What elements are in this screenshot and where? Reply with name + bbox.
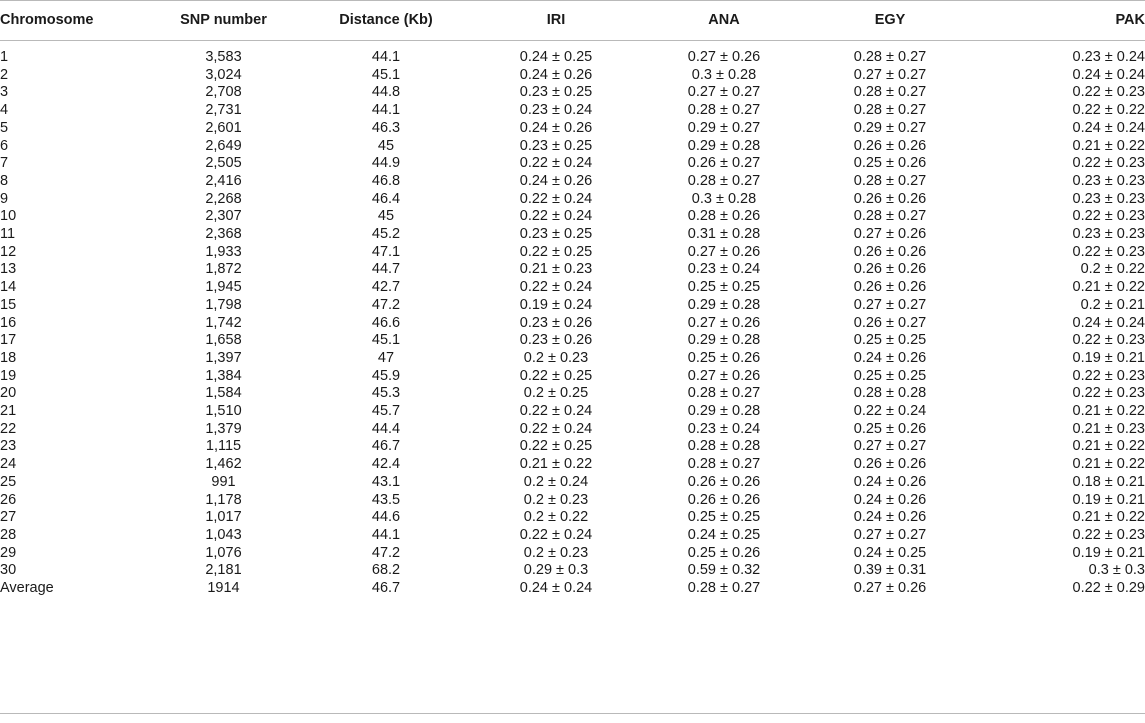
header-distance: Distance (Kb): [339, 12, 433, 28]
cell-pak: 0.21 ± 0.22: [1072, 137, 1145, 154]
cell-ana: 0.27 ± 0.26: [687, 243, 761, 260]
cell-snp-number: 991: [211, 473, 236, 490]
cell-chromosome: 7: [0, 155, 9, 172]
cell-ana: 0.27 ± 0.27: [687, 84, 761, 101]
cell-iri: 0.23 ± 0.26: [519, 332, 593, 349]
cell-pak: 0.23 ± 0.24: [1072, 49, 1145, 65]
cell-distance: 44.1: [371, 49, 401, 65]
cell-pak: 0.22 ± 0.23: [1072, 208, 1145, 225]
cell-pak: 0.22 ± 0.29: [1072, 580, 1145, 597]
cell-snp-number: 3,024: [205, 66, 242, 83]
cell-pak: 0.24 ± 0.24: [1072, 314, 1145, 331]
cell-distance: 47.1: [371, 243, 401, 260]
cell-snp-number: 1,384: [205, 367, 242, 384]
cell-iri: 0.23 ± 0.25: [519, 137, 593, 154]
cell-chromosome: 28: [0, 526, 17, 543]
table-row: [0, 84, 1145, 102]
cell-pak: 0.19 ± 0.21: [1072, 491, 1145, 508]
cell-distance: 45.2: [371, 226, 401, 243]
table-row: [0, 527, 1145, 545]
table-row: [0, 155, 1145, 173]
cell-snp-number: 2,731: [205, 102, 242, 119]
cell-snp-number: 1,945: [205, 279, 242, 296]
cell-snp-number: 1,462: [205, 456, 242, 473]
cell-snp-number: 1,742: [205, 314, 242, 331]
cell-distance: 44.7: [371, 261, 401, 278]
cell-chromosome: 22: [0, 420, 17, 437]
cell-ana: 0.28 ± 0.27: [687, 385, 761, 402]
cell-chromosome: 25: [0, 473, 17, 490]
cell-snp-number: 2,307: [205, 208, 242, 225]
cell-iri: 0.21 ± 0.22: [519, 456, 593, 473]
cell-iri: 0.22 ± 0.25: [519, 438, 593, 455]
bottom-rule: [0, 713, 1145, 714]
cell-distance: 45.1: [371, 332, 401, 349]
header-iri: IRI: [546, 12, 566, 28]
cell-distance: 47.2: [371, 544, 401, 561]
cell-egy: 0.24 ± 0.26: [853, 509, 927, 526]
table-row: [0, 261, 1145, 279]
cell-pak: 0.22 ± 0.23: [1072, 155, 1145, 172]
cell-chromosome: 26: [0, 491, 17, 508]
cell-pak: 0.2 ± 0.22: [1080, 261, 1145, 278]
cell-ana: 0.31 ± 0.28: [687, 226, 761, 243]
cell-snp-number: 1,510: [205, 403, 242, 420]
cell-ana: 0.25 ± 0.25: [687, 279, 761, 296]
cell-ana: 0.28 ± 0.27: [687, 456, 761, 473]
cell-iri: 0.22 ± 0.24: [519, 403, 593, 420]
cell-chromosome: 21: [0, 403, 17, 420]
cell-chromosome: 13: [0, 261, 17, 278]
cell-chromosome: 8: [0, 172, 9, 189]
cell-ana: 0.27 ± 0.26: [687, 367, 761, 384]
header-chromosome: Chromosome: [0, 12, 94, 28]
cell-pak: 0.23 ± 0.23: [1072, 226, 1145, 243]
cell-egy: 0.27 ± 0.27: [853, 296, 927, 313]
cell-chromosome: 6: [0, 137, 9, 154]
cell-ana: 0.3 ± 0.28: [691, 190, 757, 207]
table-row: [0, 138, 1145, 156]
cell-egy: 0.26 ± 0.26: [853, 243, 927, 260]
cell-iri: 0.23 ± 0.26: [519, 314, 593, 331]
cell-ana: 0.26 ± 0.26: [687, 491, 761, 508]
cell-ana: 0.3 ± 0.28: [691, 66, 757, 83]
table-row: [0, 279, 1145, 297]
cell-iri: 0.22 ± 0.25: [519, 367, 593, 384]
cell-ana: 0.29 ± 0.28: [687, 403, 761, 420]
cell-distance: 45.9: [371, 367, 401, 384]
cell-distance: 47.2: [371, 296, 401, 313]
cell-chromosome: 1: [0, 49, 9, 65]
header-row: [0, 0, 1145, 40]
cell-distance: 44.4: [371, 420, 401, 437]
table-row: [0, 173, 1145, 191]
table-row: [0, 208, 1145, 226]
cell-egy: 0.28 ± 0.27: [853, 208, 927, 225]
table-body: [0, 40, 1145, 598]
cell-distance: 45.3: [371, 385, 401, 402]
average-row: [0, 580, 1145, 598]
table-row: [0, 226, 1145, 244]
cell-egy: 0.28 ± 0.27: [853, 102, 927, 119]
cell-snp-number: 1,076: [205, 544, 242, 561]
cell-pak: 0.21 ± 0.23: [1072, 420, 1145, 437]
cell-pak: 0.24 ± 0.24: [1072, 66, 1145, 83]
cell-ana: 0.28 ± 0.27: [687, 172, 761, 189]
cell-snp-number: 2,416: [205, 172, 242, 189]
cell-chromosome: 9: [0, 190, 9, 207]
header-snp-number: SNP number: [180, 12, 267, 28]
cell-snp-number: 2,708: [205, 84, 242, 101]
cell-chromosome: 5: [0, 119, 9, 136]
cell-distance: 68.2: [371, 562, 401, 579]
cell-ana: 0.25 ± 0.26: [687, 544, 761, 561]
cell-iri: 0.22 ± 0.24: [519, 420, 593, 437]
cell-ana: 0.27 ± 0.26: [687, 49, 761, 65]
cell-snp-number: 2,368: [205, 226, 242, 243]
cell-egy: 0.22 ± 0.24: [853, 403, 927, 420]
cell-egy: 0.27 ± 0.27: [853, 66, 927, 83]
cell-ana: 0.29 ± 0.28: [687, 296, 761, 313]
cell-egy: 0.27 ± 0.26: [853, 580, 927, 597]
cell-pak: 0.19 ± 0.21: [1072, 544, 1145, 561]
table-row: [0, 350, 1145, 368]
cell-iri: 0.21 ± 0.23: [519, 261, 593, 278]
cell-snp-number: 1,178: [205, 491, 242, 508]
cell-snp-number: 1,798: [205, 296, 242, 313]
cell-pak: 0.21 ± 0.22: [1072, 456, 1145, 473]
cell-snp-number: 1,933: [205, 243, 242, 260]
cell-ana: 0.59 ± 0.32: [687, 562, 761, 579]
cell-iri: 0.22 ± 0.25: [519, 243, 593, 260]
table-row: [0, 456, 1145, 474]
cell-ana: 0.29 ± 0.28: [687, 332, 761, 349]
cell-chromosome: 11: [0, 226, 16, 243]
cell-chromosome: 3: [0, 84, 9, 101]
table-row: [0, 315, 1145, 333]
cell-distance: 43.5: [371, 491, 401, 508]
cell-chromosome: 2: [0, 66, 9, 83]
cell-snp-number: 2,505: [205, 155, 242, 172]
cell-snp-number: 1,872: [205, 261, 242, 278]
cell-ana: 0.28 ± 0.27: [687, 580, 761, 597]
cell-egy: 0.27 ± 0.26: [853, 226, 927, 243]
cell-iri: 0.29 ± 0.3: [523, 562, 589, 579]
cell-iri: 0.24 ± 0.26: [519, 172, 593, 189]
cell-iri: 0.23 ± 0.25: [519, 226, 593, 243]
cell-egy: 0.26 ± 0.26: [853, 190, 927, 207]
cell-iri: 0.2 ± 0.23: [523, 491, 589, 508]
cell-iri: 0.19 ± 0.24: [519, 296, 593, 313]
cell-iri: 0.24 ± 0.26: [519, 119, 593, 136]
cell-egy: 0.26 ± 0.26: [853, 456, 927, 473]
table-row: [0, 332, 1145, 350]
cell-ana: 0.23 ± 0.24: [687, 261, 761, 278]
cell-distance: 43.1: [371, 473, 401, 490]
cell-iri: 0.22 ± 0.24: [519, 190, 593, 207]
cell-egy: 0.26 ± 0.27: [853, 314, 927, 331]
cell-iri: 0.22 ± 0.24: [519, 208, 593, 225]
cell-egy: 0.25 ± 0.25: [853, 332, 927, 349]
cell-chromosome: 15: [0, 296, 17, 313]
cell-iri: 0.23 ± 0.25: [519, 84, 593, 101]
table-row: [0, 40, 1145, 67]
cell-distance: 44.9: [371, 155, 401, 172]
cell-egy: 0.24 ± 0.25: [853, 544, 927, 561]
cell-distance: 46.4: [371, 190, 401, 207]
cell-ana: 0.26 ± 0.26: [687, 473, 761, 490]
cell-pak: 0.23 ± 0.23: [1072, 172, 1145, 189]
cell-pak: 0.24 ± 0.24: [1072, 119, 1145, 136]
table-header: [0, 0, 1145, 40]
cell-snp-number: 2,601: [205, 119, 242, 136]
table-row: [0, 244, 1145, 262]
cell-chromosome: 23: [0, 438, 17, 455]
cell-distance: 46.8: [371, 172, 401, 189]
cell-snp-number: 1,658: [205, 332, 242, 349]
cell-chromosome: 17: [0, 332, 17, 349]
cell-iri: 0.2 ± 0.23: [523, 544, 589, 561]
table-row: [0, 403, 1145, 421]
cell-pak: 0.2 ± 0.21: [1080, 296, 1145, 313]
cell-pak: 0.22 ± 0.23: [1072, 84, 1145, 101]
table-row: [0, 120, 1145, 138]
cell-ana: 0.28 ± 0.27: [687, 102, 761, 119]
cell-iri: 0.24 ± 0.26: [519, 66, 593, 83]
cell-pak: 0.21 ± 0.22: [1072, 438, 1145, 455]
cell-distance: 46.3: [371, 119, 401, 136]
cell-egy: 0.39 ± 0.31: [853, 562, 927, 579]
cell-egy: 0.25 ± 0.25: [853, 367, 927, 384]
table-row: [0, 492, 1145, 510]
cell-snp-number: 1,584: [205, 385, 242, 402]
cell-distance: 45: [377, 137, 395, 154]
cell-iri: 0.24 ± 0.25: [519, 49, 593, 65]
cell-distance: 46.6: [371, 314, 401, 331]
cell-ana: 0.23 ± 0.24: [687, 420, 761, 437]
cell-chromosome: 30: [0, 562, 17, 579]
cell-egy: 0.25 ± 0.26: [853, 420, 927, 437]
cell-distance: 45.7: [371, 403, 401, 420]
cell-iri: 0.22 ± 0.24: [519, 155, 593, 172]
cell-snp-number: 1,397: [205, 349, 242, 366]
cell-distance: 45: [377, 208, 395, 225]
cell-egy: 0.24 ± 0.26: [853, 491, 927, 508]
cell-ana: 0.25 ± 0.26: [687, 349, 761, 366]
cell-ana: 0.29 ± 0.28: [687, 137, 761, 154]
cell-pak: 0.18 ± 0.21: [1072, 473, 1145, 490]
cell-distance: 45.1: [371, 66, 401, 83]
cell-distance: 44.8: [371, 84, 401, 101]
cell-chromosome: Average: [0, 580, 54, 597]
cell-iri: 0.2 ± 0.22: [523, 509, 589, 526]
cell-ana: 0.28 ± 0.28: [687, 438, 761, 455]
cell-distance: 44.6: [371, 509, 401, 526]
cell-snp-number: 1,043: [205, 526, 242, 543]
cell-egy: 0.25 ± 0.26: [853, 155, 927, 172]
cell-egy: 0.26 ± 0.26: [853, 261, 927, 278]
cell-distance: 42.7: [371, 279, 401, 296]
cell-egy: 0.27 ± 0.27: [853, 438, 927, 455]
cell-snp-number: 2,181: [205, 562, 242, 579]
cell-snp-number: 1,379: [205, 420, 242, 437]
table-row: [0, 385, 1145, 403]
table-row: [0, 421, 1145, 439]
cell-snp-number: 3,583: [205, 49, 242, 65]
cell-pak: 0.21 ± 0.22: [1072, 509, 1145, 526]
cell-chromosome: 16: [0, 314, 17, 331]
table-row: [0, 67, 1145, 85]
cell-pak: 0.22 ± 0.23: [1072, 526, 1145, 543]
table-row: [0, 509, 1145, 527]
cell-chromosome: 10: [0, 208, 17, 225]
cell-ana: 0.29 ± 0.27: [687, 119, 761, 136]
cell-iri: 0.2 ± 0.23: [523, 349, 589, 366]
cell-chromosome: 29: [0, 544, 17, 561]
cell-chromosome: 24: [0, 456, 17, 473]
header-egy: EGY: [874, 12, 906, 28]
cell-egy: 0.28 ± 0.28: [853, 385, 927, 402]
cell-pak: 0.23 ± 0.23: [1072, 190, 1145, 207]
table-row: [0, 545, 1145, 563]
cell-distance: 47: [377, 349, 395, 366]
cell-pak: 0.22 ± 0.23: [1072, 243, 1145, 260]
table-row: [0, 368, 1145, 386]
header-pak: PAK: [1115, 12, 1145, 28]
cell-egy: 0.26 ± 0.26: [853, 279, 927, 296]
table-row: [0, 297, 1145, 315]
cell-chromosome: 18: [0, 349, 17, 366]
cell-iri: 0.2 ± 0.24: [523, 473, 589, 490]
cell-pak: 0.3 ± 0.3: [1088, 562, 1145, 579]
cell-pak: 0.22 ± 0.23: [1072, 332, 1145, 349]
cell-pak: 0.21 ± 0.22: [1072, 403, 1145, 420]
cell-ana: 0.24 ± 0.25: [687, 526, 761, 543]
cell-snp-number: 2,649: [205, 137, 242, 154]
cell-pak: 0.22 ± 0.23: [1072, 367, 1145, 384]
table-row: [0, 438, 1145, 456]
header-ana: ANA: [708, 12, 740, 28]
cell-egy: 0.27 ± 0.27: [853, 526, 927, 543]
table-row: [0, 191, 1145, 209]
cell-ana: 0.25 ± 0.25: [687, 509, 761, 526]
cell-egy: 0.24 ± 0.26: [853, 349, 927, 366]
cell-egy: 0.28 ± 0.27: [853, 84, 927, 101]
cell-pak: 0.22 ± 0.22: [1072, 102, 1145, 119]
cell-egy: 0.26 ± 0.26: [853, 137, 927, 154]
cell-egy: 0.29 ± 0.27: [853, 119, 927, 136]
cell-pak: 0.21 ± 0.22: [1072, 279, 1145, 296]
cell-chromosome: 27: [0, 509, 17, 526]
table-row: [0, 102, 1145, 120]
cell-chromosome: 20: [0, 385, 17, 402]
cell-distance: 42.4: [371, 456, 401, 473]
cell-snp-number: 1,115: [205, 438, 242, 455]
cell-egy: 0.28 ± 0.27: [853, 172, 927, 189]
cell-iri: 0.22 ± 0.24: [519, 526, 593, 543]
cell-chromosome: 19: [0, 367, 17, 384]
table-row: [0, 474, 1145, 492]
table-row: [0, 562, 1145, 580]
cell-chromosome: 12: [0, 243, 17, 260]
cell-iri: 0.23 ± 0.24: [519, 102, 593, 119]
cell-snp-number: 2,268: [205, 190, 242, 207]
cell-distance: 46.7: [371, 438, 401, 455]
cell-iri: 0.2 ± 0.25: [523, 385, 589, 402]
cell-egy: 0.24 ± 0.26: [853, 473, 927, 490]
cell-ana: 0.26 ± 0.27: [687, 155, 761, 172]
cell-egy: 0.28 ± 0.27: [853, 49, 927, 65]
cell-pak: 0.19 ± 0.21: [1072, 349, 1145, 366]
cell-chromosome: 14: [0, 279, 17, 296]
cell-chromosome: 4: [0, 102, 9, 119]
cell-pak: 0.22 ± 0.23: [1072, 385, 1145, 402]
cell-snp-number: 1914: [207, 580, 240, 597]
cell-ana: 0.28 ± 0.26: [687, 208, 761, 225]
cell-iri: 0.22 ± 0.24: [519, 279, 593, 296]
cell-distance: 44.1: [371, 526, 401, 543]
cell-ana: 0.27 ± 0.26: [687, 314, 761, 331]
cell-snp-number: 1,017: [205, 509, 242, 526]
cell-distance: 44.1: [371, 102, 401, 119]
cell-iri: 0.24 ± 0.24: [519, 580, 593, 597]
cell-distance: 46.7: [371, 580, 401, 597]
